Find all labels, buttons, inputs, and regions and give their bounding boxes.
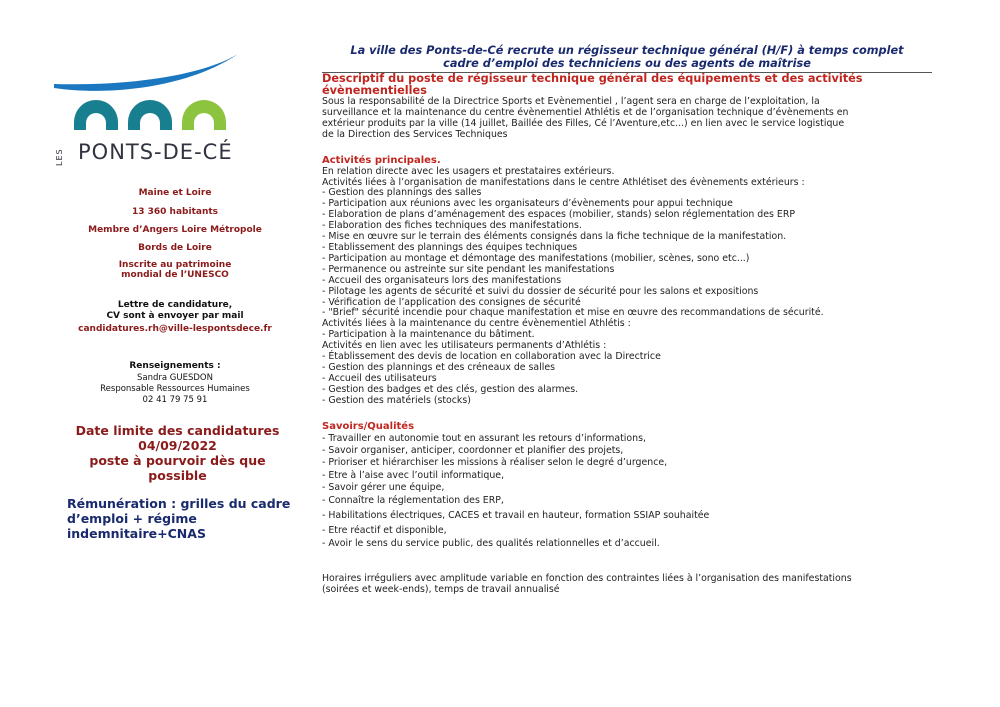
descriptif-text	[322, 97, 937, 141]
remuneration-line-3: indemnitaire+CNAS	[67, 526, 206, 541]
savoir-line: - Prioriser et hiérarchiser les missions à réaliser selon le degré d’urgence,	[322, 457, 668, 469]
remuneration-block	[67, 496, 297, 541]
logo-swoosh	[54, 54, 238, 91]
activite-line: - Participation à la maintenance du bâtiment.	[322, 329, 535, 341]
contact-heading: Renseignements :	[129, 361, 221, 371]
logo-arch-green	[182, 100, 226, 130]
activite-line: - Gestion des matériels (stocks)	[322, 394, 471, 406]
activite-line: Activités liées à la maintenance du centre évènementiel Athlétis :	[322, 318, 631, 330]
activite-line: - Elaboration des fiches techniques des manifestations.	[322, 220, 582, 232]
activite-line: Activités liées à l’organisation de manifestations dans le centre Athlétiset des évènements extérieurs :	[322, 176, 805, 188]
logo-arch-teal	[74, 100, 118, 130]
logo-prefix: LES	[55, 148, 64, 166]
descriptif-line: extérieur produits par la ville (14 juillet, Baillée des Filles, Cé l’Aventure,etc...) en lien avec le service logistique	[322, 117, 845, 129]
savoir-line: - Savoir gérer une équipe,	[322, 482, 445, 494]
deadline-note-1: poste à pourvoir dès que	[89, 453, 266, 468]
contact-phone: 02 41 79 75 91	[142, 395, 208, 405]
activite-line: - Participation au montage et démontage des manifestations (mobilier, scènes, sono etc...)	[322, 252, 750, 264]
savoir-line: - Avoir le sens du service public, des qualités relationnelles et d’accueil.	[322, 537, 660, 549]
activite-line: - Pilotage les agents de sécurité et suivi du dossier de sécurité pour les salons et expositions	[322, 285, 759, 297]
activite-line: - Gestion des plannings et des créneaux de salles	[322, 361, 556, 373]
info-metropole: Membre d’Angers Loire Métropole	[88, 225, 262, 235]
remuneration-line-1: Rémunération : grilles du cadre	[67, 496, 291, 511]
descriptif-heading	[322, 73, 937, 97]
job-description	[322, 73, 937, 596]
application-line-2: CV sont à envoyer par mail	[106, 311, 244, 321]
savoirs-heading: Savoirs/Qualités	[322, 420, 415, 432]
info-unesco-1: Inscrite au patrimoine	[118, 260, 232, 270]
savoir-line: - Habilitations électriques, CACES et travail en hauteur, formation SSIAP souhaitée	[322, 510, 710, 521]
activite-line: - Gestion des badges et des clés, gestion des alarmes.	[322, 383, 579, 395]
info-department: Maine et Loire	[138, 188, 212, 198]
activite-line: - Participation aux réunions avec les organisateurs d’évènements pour appui technique	[322, 198, 733, 210]
deadline-date: 04/09/2022	[138, 438, 217, 453]
logo-arch-blue	[128, 100, 172, 130]
activite-line: - "Brief" sécurité incendie pour chaque manifestation et mise en œuvre des recommandations de sécurité.	[322, 307, 824, 319]
horaires-line: Horaires irréguliers avec amplitude variable en fonction des contraintes liées à l’organisation des manifestations	[322, 573, 852, 585]
activites-heading: Activités principales.	[322, 154, 441, 166]
info-population: 13 360 habitants	[131, 207, 219, 217]
remuneration-line-2: d’emploi + régime	[67, 511, 197, 526]
activites-list	[322, 167, 937, 407]
job-title-line-1: La ville des Ponts-de-Cé recrute un régisseur technique général (H/F) à temps complet	[350, 44, 904, 57]
savoirs-list	[322, 433, 937, 551]
logo-wordmark: PONTS-DE-CÉ	[78, 140, 233, 164]
activite-line: - Vérification de l’application des consignes de sécurité	[322, 296, 581, 308]
info-unesco-2: mondial de l’UNESCO	[121, 270, 229, 280]
deadline-label: Date limite des candidatures	[75, 423, 280, 438]
activite-line: En relation directe avec les usagers et prestataires extérieurs.	[322, 165, 615, 177]
activite-line: - Établissement des devis de location en collaboration avec la Directrice	[322, 351, 661, 363]
activite-line: - Etablissement des plannings des équipes techniques	[322, 241, 578, 253]
horaires-text	[322, 574, 937, 596]
job-title	[322, 44, 932, 70]
application-email-link[interactable]: candidatures.rh@ville-lespontsdece.fr	[78, 324, 272, 334]
activite-line: - Accueil des organisateurs lors des manifestations	[322, 274, 562, 286]
descriptif-line: surveillance et la maintenance du centre évènementiel Athlétis et de l’organisation technique d’évènements en	[322, 106, 849, 118]
savoir-line: - Connaître la réglementation des ERP,	[322, 494, 504, 506]
deadline-note-2: possible	[148, 468, 207, 483]
info-loire: Bords de Loire	[138, 243, 212, 253]
descriptif-heading-line-1: Descriptif du poste de régisseur technique général des équipements et des activités	[322, 72, 863, 85]
descriptif-line: de la Direction des Services Techniques	[322, 128, 508, 140]
savoir-line: - Etre à l’aise avec l’outil informatique,	[322, 469, 505, 481]
savoir-line: - Savoir organiser, anticiper, coordonner et planifier des projets,	[322, 444, 624, 456]
descriptif-line: Sous la responsabilité de la Directrice Sports et Evènementiel , l’agent sera en charge de l’exploitation, la	[322, 96, 820, 107]
contact-role: Responsable Ressources Humaines	[100, 384, 250, 394]
activite-line: Activités en lien avec les utilisateurs permanents d’Athlétis :	[322, 340, 607, 352]
savoir-line: - Travailler en autonomie tout en assurant les retours d’informations,	[322, 432, 646, 444]
activite-line: - Elaboration de plans d’aménagement des espaces (mobilier, stands) selon réglementation des ERP	[322, 209, 795, 221]
deadline-block	[55, 423, 300, 483]
activite-line: - Accueil des utilisateurs	[322, 372, 437, 384]
descriptif-heading-line-2: évènementielles	[322, 84, 427, 97]
activite-line: - Gestion des plannings des salles	[322, 187, 482, 199]
activite-line: - Permanence ou astreinte sur site pendant les manifestations	[322, 263, 615, 275]
application-line-1: Lettre de candidature,	[117, 300, 233, 310]
activite-line: - Mise en œuvre sur le terrain des éléments consignés dans la fiche technique de la manifestation.	[322, 231, 787, 243]
job-title-line-2: cadre d’emploi des techniciens ou des agents de maîtrise	[443, 57, 811, 70]
savoir-line: - Etre réactif et disponible,	[322, 525, 447, 537]
horaires-line: (soirées et week-ends), temps de travail annualisé	[322, 584, 560, 596]
contact-name: Sandra GUESDON	[137, 373, 213, 383]
